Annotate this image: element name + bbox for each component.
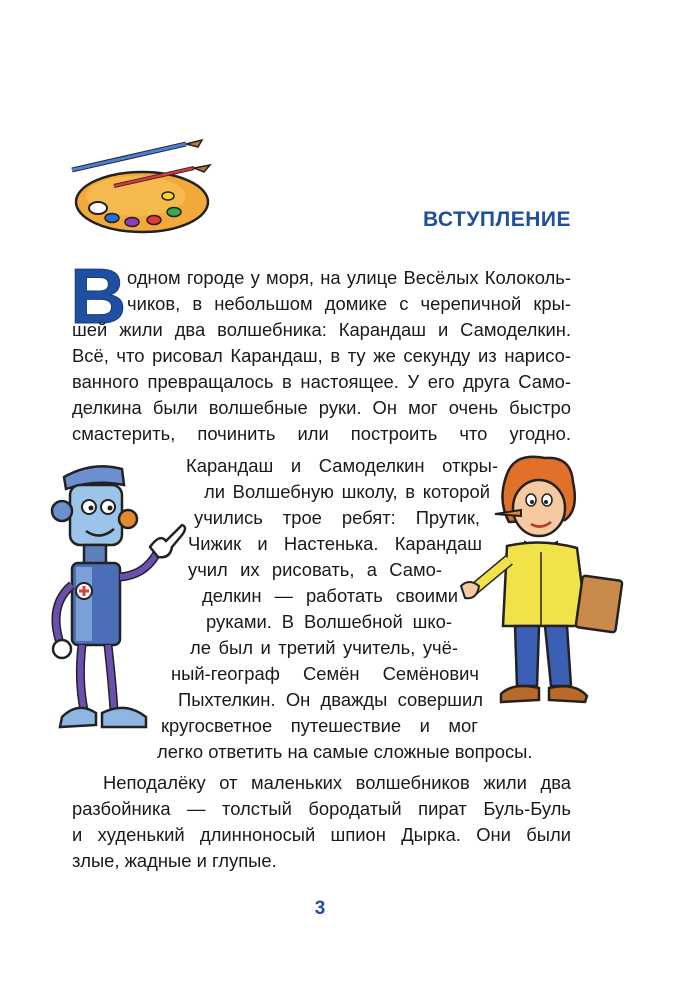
chapter-heading: ВСТУПЛЕНИЕ	[422, 208, 571, 231]
text-line: учил их рисовать, а Само-	[188, 559, 442, 580]
text-line: Всё, что рисовал Карандаш, в ту же секунду из нарисо-	[72, 345, 571, 366]
text-line: злые, жадные и глупые.	[72, 850, 277, 871]
text-line: одном городе у моря, на улице Весёлых Колоколь-	[127, 267, 571, 288]
text-line: ле был и третий учитель, учё-	[190, 637, 458, 658]
page-number: 3	[314, 898, 326, 919]
text-line: руками. В Волшебной шко-	[206, 611, 452, 632]
text-line: ный-географ Семён Семёнович	[171, 663, 479, 684]
text-line: Неподалёку от маленьких волшебников жили два	[103, 772, 571, 793]
text-line: смастерить, починить или построить что угодно.	[72, 423, 571, 444]
text-line: легко ответить на самые сложные вопросы.	[157, 741, 533, 762]
paint-palette-icon	[66, 136, 216, 236]
boy-illustration	[455, 450, 625, 720]
text-line: Карандаш и Самоделкин откры-	[186, 455, 498, 476]
text-line: Пыхтелкин. Он дважды совершил	[178, 689, 483, 710]
text-line: разбойника — толстый бородатый пират Буль-Буль	[72, 798, 571, 819]
text-line: чиков, в небольшом домике с черепичной кры-	[127, 293, 571, 314]
text-line: и худенький длинноносый шпион Дырка. Они были	[72, 824, 571, 845]
text-line: кругосветное путешествие и мог	[161, 715, 478, 736]
samodelkin-illustration	[42, 455, 192, 740]
text-line: учились трое ребят: Прутик,	[194, 507, 480, 528]
drop-cap-letter: В	[70, 252, 127, 340]
text-line: ванного превращалось в настоящее. У его друга Само-	[72, 371, 571, 392]
text-line: Чижик и Настенька. Карандаш	[188, 533, 482, 554]
text-line: делкин — работать своими	[202, 585, 458, 606]
text-line: шей жили два волшебника: Карандаш и Самоделкин.	[72, 319, 571, 340]
text-line: ли Волшебную школу, в которой	[204, 481, 490, 502]
text-line: делкина были волшебные руки. Он мог очень быстро	[72, 397, 571, 418]
